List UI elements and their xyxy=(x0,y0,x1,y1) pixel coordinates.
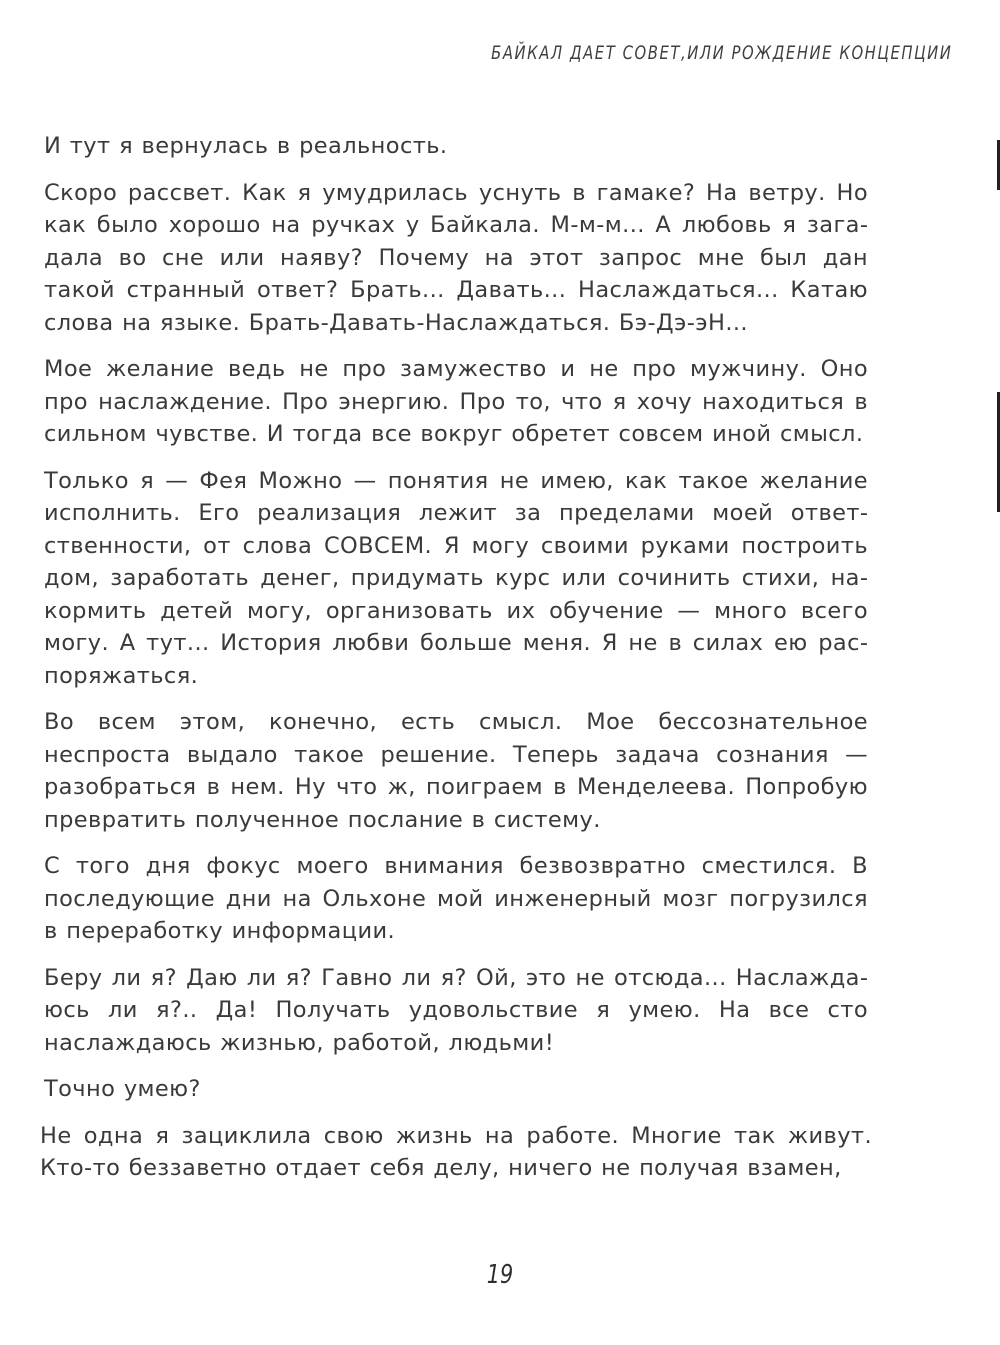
paragraph-1: И тут я вернулась в реальность. xyxy=(44,133,448,159)
paragraph-4: Только я — Фея Можно — понятия не имею, как такое желание исполнить. Его реализация лежит за пределами моей ответственности, от слова СОВСЕМ. Я могу своими руками построить дом, заработать денег, придумать курс или сочинить стихи, накормить детей могу, организовать их обучение — много всего могу. А тут... История любви больше меня. Я не в силах ею распоряжаться. xyxy=(44,467,868,689)
page-number: 19 xyxy=(486,1260,514,1290)
body-text xyxy=(40,130,872,1199)
paragraph-8: Точно умею? xyxy=(44,1076,201,1102)
paragraph-7: Беру ли я? Даю ли я? Гавно ли я? Ой, это не отсюда... Наслаждаюсь ли я?.. Да! Получать удовольствие я умею. На все сто наслаждаюсь жизнью, работой, людьми! xyxy=(44,964,868,1056)
paragraph-6: С того дня фокус моего внимания безвозвратно сместился. В последующие дни на Ольхоне мой инженерный мозг погрузился в переработку информации. xyxy=(44,853,868,944)
paragraph-3: Мое желание ведь не про замужество и не про мужчину. Оно про наслаждение. Про энергию. Про то, что я хочу находиться в сильном чувстве. И тогда все вокруг обретет совсем иной смысл. xyxy=(44,356,868,447)
paragraph-2: Скоро рассвет. Как я умудрилась уснуть в гамаке? На ветру. Но как было хорошо на ручках у Байкала. М-м-м... А любовь я загадала во сне или наяву? Почему на этот запрос мне был дан такой странный ответ? Брать... Давать... Наслаждаться... Катаю слова на языке. Брать-Давать-Наслаждаться. Бэ-Дэ-эН... xyxy=(44,179,868,336)
paragraph-9: Не одна я зациклила свою жизнь на работе. Многие так живут. Кто-то беззаветно отдает себя делу, ничего не получая взамен, xyxy=(40,1122,872,1181)
paragraph-5: Во всем этом, конечно, есть смысл. Мое бессознательное неспроста выдало такое решение. Теперь задача сознания — разобраться в нем. Ну что ж, поиграем в Менделеева. Попробую превратить полученное послание в систему. xyxy=(44,709,868,833)
running-header-title: БАЙКАЛ ДАЕТ СОВЕТ,ИЛИ РОЖДЕНИЕ КОНЦЕПЦИИ xyxy=(490,42,952,64)
